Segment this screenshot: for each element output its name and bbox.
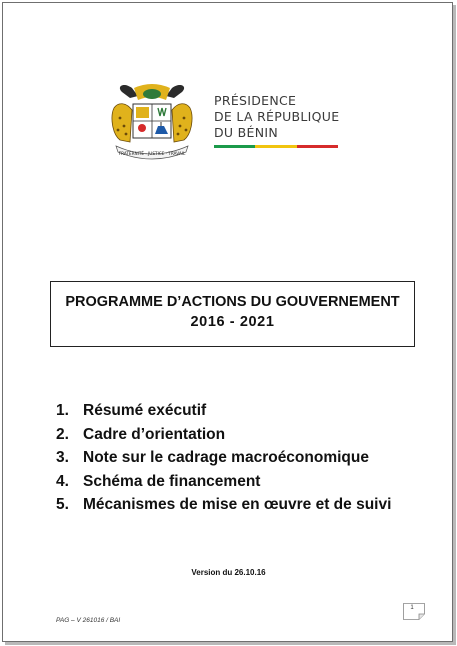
document-title-box: [50, 281, 415, 347]
national-colors-bar: [214, 145, 338, 148]
presidency-line-3: DU BÉNIN: [214, 125, 279, 140]
document-title: PROGRAMME D’ACTIONS DU GOUVERNEMENT: [65, 294, 400, 310]
page-number-box: [403, 603, 425, 620]
item-number: 3.: [56, 449, 69, 466]
motto-text: FRATERNITÉ · JUSTICE · TRAVAIL: [118, 151, 186, 156]
presidency-title: [214, 93, 339, 141]
item-number: 4.: [56, 472, 69, 490]
item-number: 1.: [56, 402, 69, 419]
item-number: 2.: [56, 425, 69, 443]
item-label: Cadre d’orientation: [83, 425, 226, 443]
presidency-line-2: DE LA RÉPUBLIQUE: [214, 109, 340, 124]
contents-item: [56, 399, 391, 423]
item-label: Résumé exécutif: [83, 402, 207, 419]
document-period: 2016 - 2021: [190, 314, 275, 330]
flag-green-segment: [214, 145, 255, 148]
contents-item: [56, 493, 391, 517]
benin-coat-of-arms-icon: [108, 82, 196, 160]
contents-item: [56, 446, 391, 470]
item-label: Note sur le cadrage macroéconomique: [83, 449, 369, 466]
footer-reference: PAG – V 261016 / BAI: [56, 617, 121, 624]
item-label: Schéma de financement: [83, 472, 261, 490]
flag-yellow-segment: [255, 145, 296, 148]
flag-red-segment: [297, 145, 338, 148]
item-label: Mécanismes de mise en œuvre et de suivi: [83, 496, 392, 513]
table-of-contents: [56, 399, 391, 517]
version-date: Version du 26.10.16: [191, 568, 266, 577]
letterhead: [108, 82, 348, 160]
presidency-line-1: PRÉSIDENCE: [214, 93, 297, 108]
item-number: 5.: [56, 496, 69, 513]
contents-item: [56, 423, 391, 447]
page-number: 1: [410, 605, 414, 611]
contents-item: [56, 470, 391, 494]
